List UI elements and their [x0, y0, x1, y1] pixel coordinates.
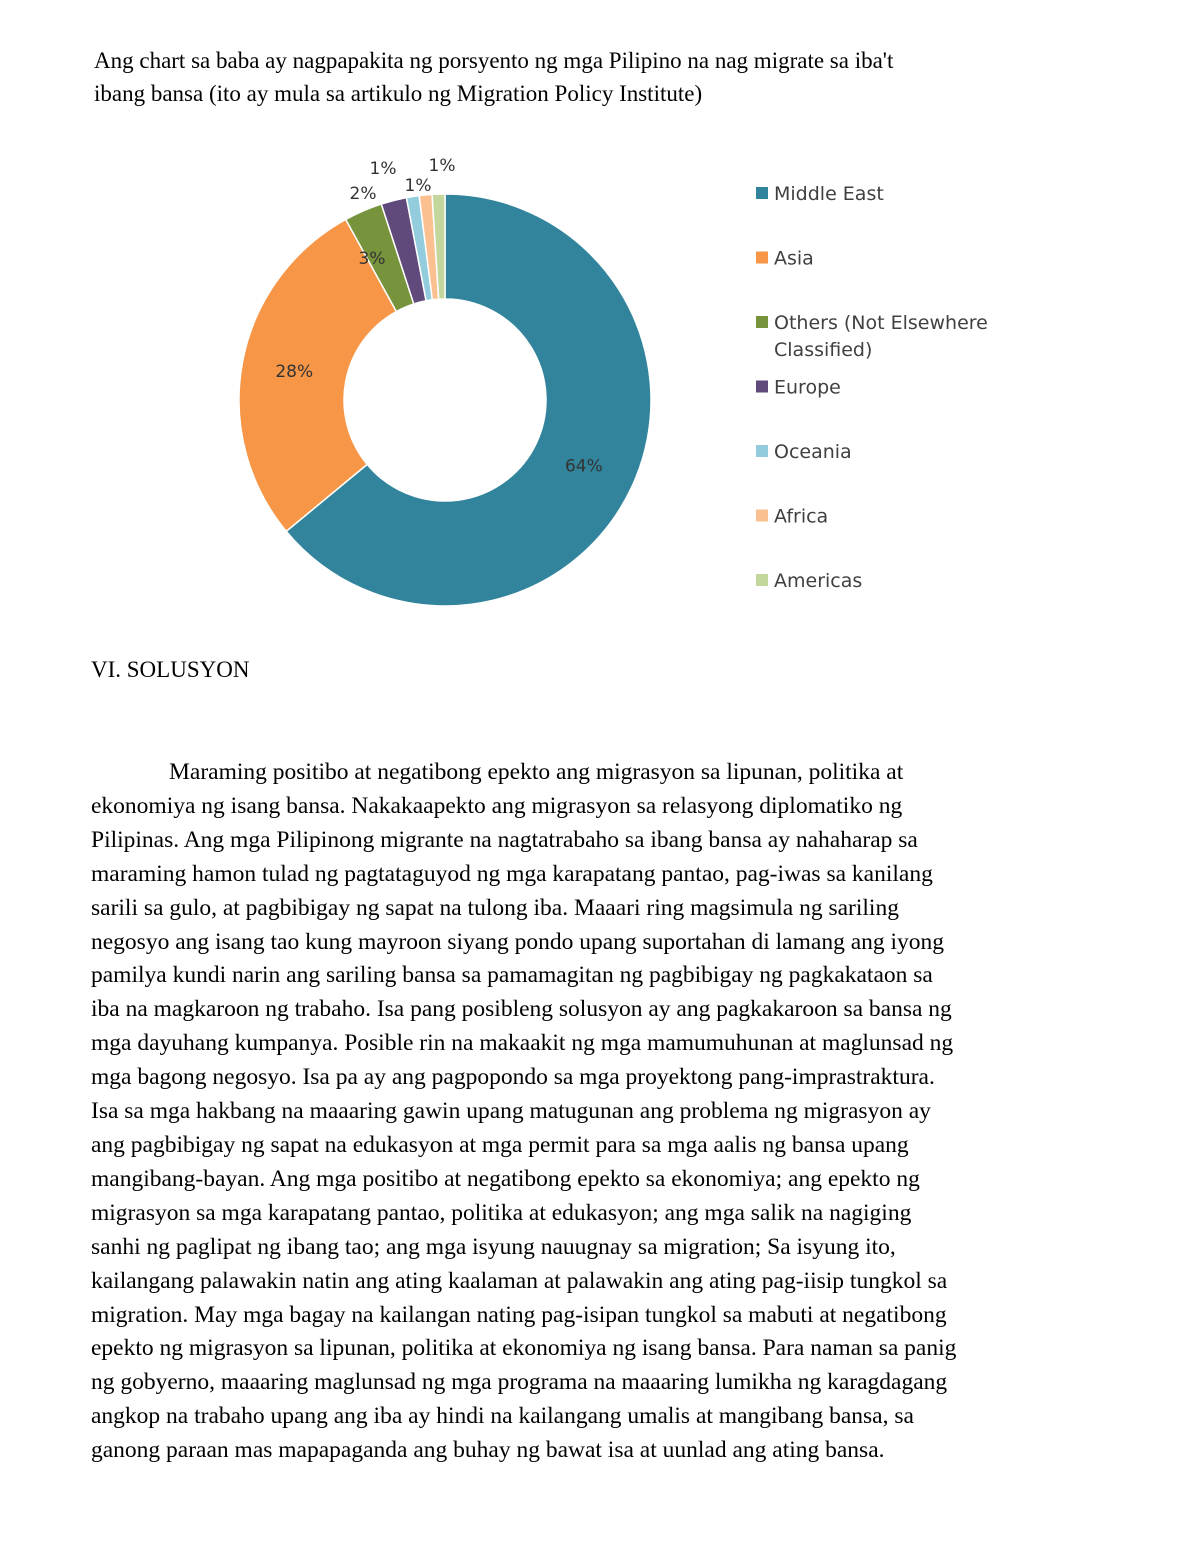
legend-swatch-oceania: [756, 445, 768, 457]
legend-label-middle-east: Middle East: [774, 183, 884, 205]
body-line: Isa sa mga hakbang na maaaring gawin upang matugunan ang problema ng migrasyon ay: [91, 1098, 931, 1125]
body-line: kailangang palawakin natin ang ating kaalaman at palawakin ang ating pag-iisip tungkol sa: [91, 1267, 948, 1294]
section-title: VI. SOLUSYON: [91, 657, 250, 682]
data-label-asia: 28%: [275, 362, 314, 383]
intro-line: ibang bansa (ito ay mula sa artikulo ng Migration Policy Institute): [94, 81, 703, 106]
legend-swatch-americas: [756, 574, 768, 586]
body-line: maraming hamon tulad ng pagtataguyod ng mga karapatang pantao, pag-iwas sa kanilang: [91, 860, 933, 887]
legend-swatch-middle-east: [756, 187, 768, 199]
body-line: Maraming positibo at negatibong epekto ang migrasyon sa lipunan, politika at: [169, 759, 904, 785]
chart-legend: [756, 183, 988, 592]
data-label-others-not-elsewhere-classified: 3%: [358, 249, 386, 269]
body-line: mga dayuhang kumpanya. Posible rin na makaakit ng mga mamumuhunan at maglunsad ng: [91, 1030, 954, 1057]
legend-swatch-africa: [756, 510, 768, 522]
body-line: sarili sa gulo, at pagbibigay ng sapat na tulong iba. Maaari ring magsimula ng sariling: [91, 894, 899, 921]
data-label-oceania: 1%: [369, 159, 397, 179]
donut-slices: [239, 194, 651, 606]
data-label-europe: 2%: [349, 184, 377, 204]
body-line: ganong paraan mas mapapaganda ang buhay ng bawat isa at uunlad ang ating bansa.: [91, 1437, 885, 1464]
data-label-middle-east: 64%: [564, 456, 603, 477]
legend-swatch-others-not-elsewhere-classified: [756, 316, 768, 328]
legend-label-americas: Americas: [774, 570, 863, 592]
legend-label-asia: Asia: [774, 247, 814, 270]
legend-label-europe: Europe: [774, 376, 841, 399]
body-line: iba na magkaroon ng trabaho. Isa pang posibleng solusyon ay ang pagkakaroon sa bansa ng: [91, 996, 952, 1023]
body-line: mangibang-bayan. Ang mga positibo at negatibong epekto sa ekonomiya; ang epekto ng: [91, 1165, 920, 1192]
legend-label-oceania: Oceania: [774, 441, 852, 463]
body-line: ang pagbibigay ng sapat na edukasyon at mga permit para sa mga aalis ng bansa upang: [91, 1131, 909, 1158]
legend-swatch-asia: [756, 252, 768, 264]
body-line: angkop na trabaho upang ang iba ay hindi na kailangang umalis at mangibang bansa, sa: [91, 1403, 914, 1430]
legend-swatch-europe: [756, 381, 768, 393]
body-line: migrasyon sa mga karapatang pantao, politika at edukasyon; ang mga salik na nagiging: [91, 1199, 912, 1226]
body-line: ekonomiya ng isang bansa. Nakakaapekto ang migrasyon sa relasyong diplomatiko ng: [91, 792, 903, 819]
legend-label-others-not-elsewhere-classified: Classified): [774, 339, 873, 361]
body-line: epekto ng migrasyon sa lipunan, politika at ekonomiya ng isang bansa. Para naman sa panig: [91, 1335, 957, 1362]
legend-label-africa: Africa: [774, 505, 829, 528]
body-line: negosyo ang isang tao kung mayroon siyang pondo upang suportahan di lamang ang iyong: [91, 928, 945, 955]
intro-line: Ang chart sa baba ay nagpapakita ng porsyento ng mga Pilipino na nag migrate sa iba't: [94, 48, 894, 73]
body-line: migration. May mga bagay na kailangan nating pag-isipan tungkol sa mabuti at negatibong: [91, 1301, 947, 1328]
data-label-africa: 1%: [404, 176, 432, 196]
body-line: pamilya kundi narin ang sariling bansa sa pamamagitan ng pagbibigay ng pagkakataon sa: [91, 962, 933, 989]
body-line: mga bagong negosyo. Isa pa ay ang pagpopondo sa mga proyektong pang-imprastraktura.: [91, 1064, 935, 1091]
body-paragraph: [91, 756, 1121, 1468]
body-line: Pilipinas. Ang mga Pilipinong migrante na nagtatrabaho sa ibang bansa ay nahaharap sa: [91, 826, 918, 853]
data-label-americas: 1%: [428, 156, 456, 176]
body-line: ng gobyerno, maaaring maglunsad ng mga programa na maaaring lumikha ng karagdagang: [91, 1369, 948, 1396]
legend-label-others-not-elsewhere-classified: Others (Not Elsewhere: [774, 312, 988, 334]
donut-chart: [0, 0, 1200, 640]
body-line: sanhi ng paglipat ng ibang tao; ang mga isyung nauugnay sa migration; Sa isyung ito,: [91, 1233, 896, 1260]
